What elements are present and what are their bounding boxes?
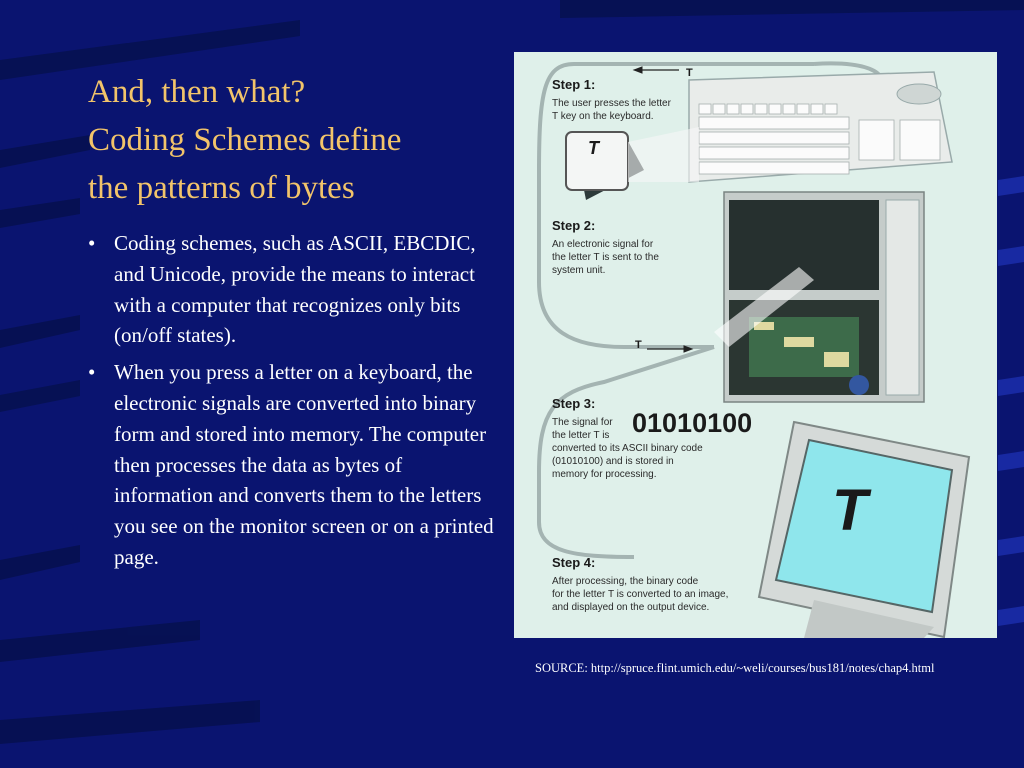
bullet-icon: • [88, 360, 96, 385]
step-4-line: and displayed on the output device. [552, 602, 710, 613]
arrow-label-t: T [686, 67, 693, 79]
step-1-line: The user presses the letter [552, 98, 671, 109]
bullet-text: Coding schemes, such as ASCII, EBCDIC, and Unicode, provide the means to interact with a computer that recognizes only bits (on/off states). [114, 231, 476, 348]
step-3-heading: Step 3: [552, 396, 596, 411]
step-2-line: system unit. [552, 265, 606, 276]
step-3-line: the letter T is [552, 430, 610, 441]
bullet-list [88, 228, 500, 579]
step-1-heading: Step 1: [552, 77, 596, 92]
source-citation: SOURCE: http://spruce.flint.umich.edu/~weli/courses/bus181/notes/chap4.html [535, 661, 935, 675]
system-unit-icon [714, 192, 924, 402]
ascii-process-illustration [514, 52, 997, 638]
step-2-line: An electronic signal for [552, 239, 654, 250]
step-3-line: memory for processing. [552, 469, 657, 480]
step-2-line: the letter T is sent to the [552, 252, 659, 263]
step-4-line: for the letter T is converted to an image, [552, 589, 729, 600]
bullet-text: When you press a letter on a keyboard, the electronic signals are converted into binary form and stored into memory. The computer then processes the data as bytes of information and converts them to the letters you see on the monitor screen or on a printed page. [114, 360, 494, 569]
step-4-line: After processing, the binary code [552, 576, 699, 587]
bullet-icon: • [88, 231, 96, 255]
keyboard-icon [689, 72, 952, 182]
step-3-line: The signal for [552, 417, 613, 428]
title-line-1: And, then what? [88, 74, 306, 110]
title-line-3: the patterns of bytes [88, 170, 355, 206]
binary-code: 01010100 [632, 408, 753, 438]
bullet-item [88, 228, 500, 351]
bullet-item [88, 357, 500, 573]
illustration-canvas [514, 52, 997, 638]
arrow-label-t: T [635, 339, 642, 351]
title-line-2: Coding Schemes define [88, 122, 402, 158]
step-3-line: converted to its ASCII binary code [552, 443, 703, 454]
step-3-line: (01010100) and is stored in [552, 456, 674, 467]
monitor-letter: T [832, 478, 868, 543]
t-key-letter: T [588, 138, 599, 158]
slide-title [88, 68, 498, 212]
step-4-heading: Step 4: [552, 555, 596, 570]
step-2-heading: Step 2: [552, 218, 596, 233]
step-1-line: T key on the keyboard. [552, 111, 654, 122]
